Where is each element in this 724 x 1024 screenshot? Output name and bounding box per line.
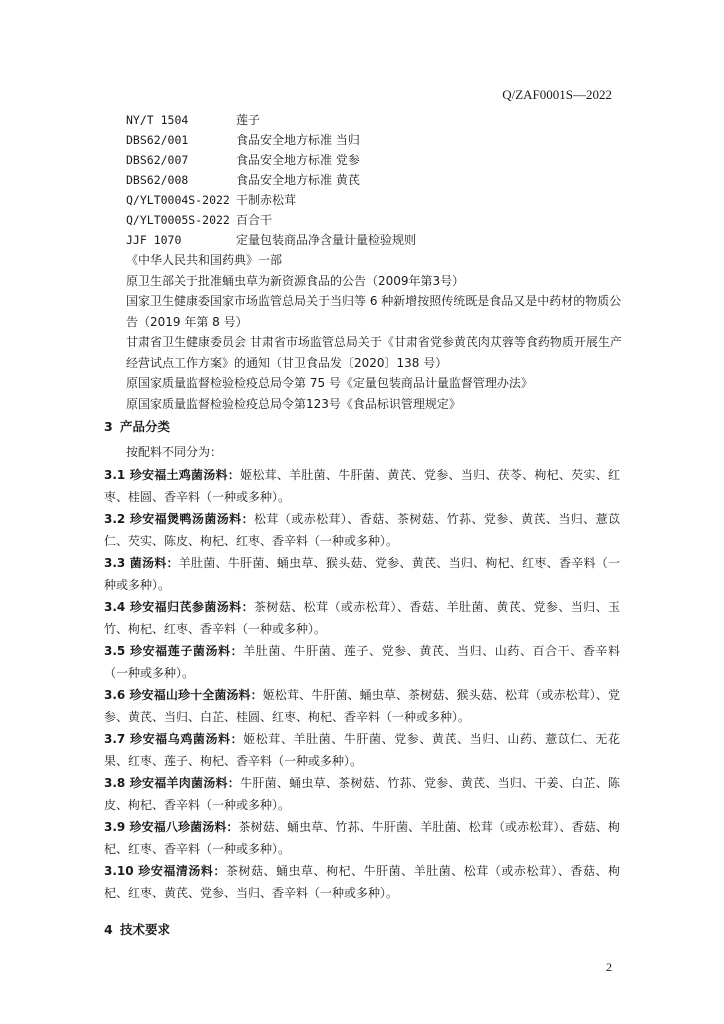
item-label: 3.5 珍安福莲子菌汤料： bbox=[104, 644, 244, 658]
classification-item bbox=[104, 860, 620, 904]
section-title: 技术要求 bbox=[120, 922, 171, 937]
item-text: 姬松茸、羊肚菌、牛肝菌、黄芪、党参、当归、茯苓、枸杞、芡实、红枣、桂圆、香辛料（一种或多种）。 bbox=[104, 468, 620, 504]
item-text: 羊肚菌、牛肝菌、莲子、党参、黄芪、当归、山药、百合干、香辛料（一种或多种）。 bbox=[104, 644, 620, 680]
item-label: 3.3 菌汤料： bbox=[104, 556, 179, 570]
reference-document: 原国家质量监督检验检疫总局令第 75 号《定量包装商品计量监督管理办法》 bbox=[126, 376, 533, 390]
page-number: 2 bbox=[606, 960, 612, 974]
classification-item bbox=[104, 596, 620, 640]
reference-document: 原国家质量监督检验检疫总局令第123号《食品标识管理规定》 bbox=[126, 396, 461, 411]
item-text: 茶树菇、蛹虫草、枸杞、牛肝菌、羊肚菌、松茸（或赤松茸）、香菇、枸杞、红枣、黄芪、党参、当归、香辛料（一种或多种）。 bbox=[104, 864, 620, 900]
item-label: 3.1 珍安福土鸡菌汤料： bbox=[104, 468, 241, 482]
standard-code: Q/YLT0005S-2022 bbox=[126, 213, 230, 227]
classification-item bbox=[104, 464, 620, 508]
classification-item bbox=[104, 772, 620, 816]
classification-item bbox=[104, 508, 620, 552]
classification-item bbox=[104, 640, 620, 684]
product-classification-list bbox=[104, 464, 620, 904]
normative-references bbox=[126, 110, 626, 414]
section-number: 3 bbox=[104, 419, 113, 434]
classification-item bbox=[104, 728, 620, 772]
item-label: 3.8 珍安福羊肉菌汤料： bbox=[104, 776, 241, 790]
reference-standard bbox=[126, 210, 626, 230]
reference-document: 原卫生部关于批准蛹虫草为新资源食品的公告（2009年第3号） bbox=[126, 273, 465, 288]
item-text: 松茸（或赤松茸）、香菇、茶树菇、竹荪、党参、黄芪、当归、薏苡仁、芡实、陈皮、枸杞、红枣、香辛料（一种或多种）。 bbox=[104, 512, 620, 548]
standard-code: DBS62/008 bbox=[126, 173, 189, 187]
item-text: 姬松茸、牛肝菌、蛹虫草、茶树菇、猴头菇、松茸（或赤松茸）、党参、黄芪、当归、白芷、桂圆、红枣、枸杞、香辛料（一种或多种）。 bbox=[104, 688, 621, 724]
item-label: 3.4 珍安福归芪参菌汤料： bbox=[104, 600, 254, 614]
classification-intro: 按配料不同分为： bbox=[126, 445, 223, 459]
classification-item bbox=[104, 552, 620, 596]
reference-standard bbox=[126, 190, 626, 210]
document-code: Q/ZAF0001S—2022 bbox=[502, 87, 612, 102]
standard-code: JJF 1070 bbox=[126, 233, 182, 247]
section-number: 4 bbox=[104, 922, 113, 937]
standard-title: 食品安全地方标准 黄芪 bbox=[236, 173, 360, 187]
classification-item bbox=[104, 816, 620, 860]
standard-code: Q/YLT0004S-2022 bbox=[126, 193, 230, 207]
item-text: 牛肝菌、蛹虫草、茶树菇、竹荪、党参、黄芪、当归、干姜、白芷、陈皮、枸杞、香辛料（一种或多种）。 bbox=[104, 776, 620, 812]
section-4-heading bbox=[104, 920, 170, 938]
standard-title: 百合干 bbox=[236, 213, 273, 227]
reference-standard bbox=[126, 110, 626, 130]
section-3-heading bbox=[104, 417, 170, 435]
item-text: 羊肚菌、牛肝菌、蛹虫草、猴头菇、党参、黄芪、当归、枸杞、红枣、香辛料（一种或多种）。 bbox=[104, 556, 620, 592]
section-title: 产品分类 bbox=[120, 419, 171, 434]
standard-title: 定量包装商品净含量计量检验规则 bbox=[236, 233, 417, 247]
standard-title: 莲子 bbox=[236, 113, 261, 127]
classification-item bbox=[104, 684, 620, 728]
reference-document: 甘肃省卫生健康委员会 甘肃省市场监管总局关于《甘肃省党参黄芪肉苁蓉等食药物质开展生产经营试点工作方案》的通知（甘卫食品发〔2020〕138 号） bbox=[126, 335, 622, 370]
standard-code: DBS62/001 bbox=[126, 133, 189, 147]
reference-standard bbox=[126, 150, 626, 170]
item-label: 3.7 珍安福乌鸡菌汤料： bbox=[104, 732, 244, 746]
reference-document: 国家卫生健康委国家市场监管总局关于当归等 6 种新增按照传统既是食品又是中药材的物质公告（2019 年第 8 号） bbox=[126, 294, 622, 329]
reference-standard bbox=[126, 170, 626, 190]
standard-code: NY/T 1504 bbox=[126, 113, 189, 127]
standard-title: 食品安全地方标准 党参 bbox=[236, 153, 360, 167]
item-label: 3.10 珍安福清汤料： bbox=[104, 864, 226, 878]
reference-standard bbox=[126, 130, 626, 150]
standard-title: 干制赤松茸 bbox=[236, 193, 297, 207]
reference-document: 《中华人民共和国药典》一部 bbox=[126, 253, 283, 267]
item-text: 茶树菇、松茸（或赤松茸）、香菇、羊肚菌、黄芪、党参、当归、玉竹、枸杞、红枣、香辛料（一种或多种）。 bbox=[104, 600, 620, 636]
reference-standard bbox=[126, 230, 626, 250]
item-label: 3.6 珍安福山珍十全菌汤料： bbox=[104, 688, 263, 702]
standard-code: DBS62/007 bbox=[126, 153, 189, 167]
item-text: 姬松茸、羊肚菌、牛肝菌、党参、黄芪、当归、山药、薏苡仁、无花果、红枣、莲子、枸杞、香辛料（一种或多种）。 bbox=[104, 732, 620, 768]
item-label: 3.2 珍安福煲鸭汤菌汤料： bbox=[104, 512, 254, 526]
item-label: 3.9 珍安福八珍菌汤料： bbox=[104, 820, 239, 834]
item-text: 茶树菇、蛹虫草、竹荪、牛肝菌、羊肚菌、松茸（或赤松茸）、香菇、枸杞、红枣、香辛料（一种或多种）。 bbox=[104, 820, 620, 856]
standard-title: 食品安全地方标准 当归 bbox=[236, 133, 360, 147]
